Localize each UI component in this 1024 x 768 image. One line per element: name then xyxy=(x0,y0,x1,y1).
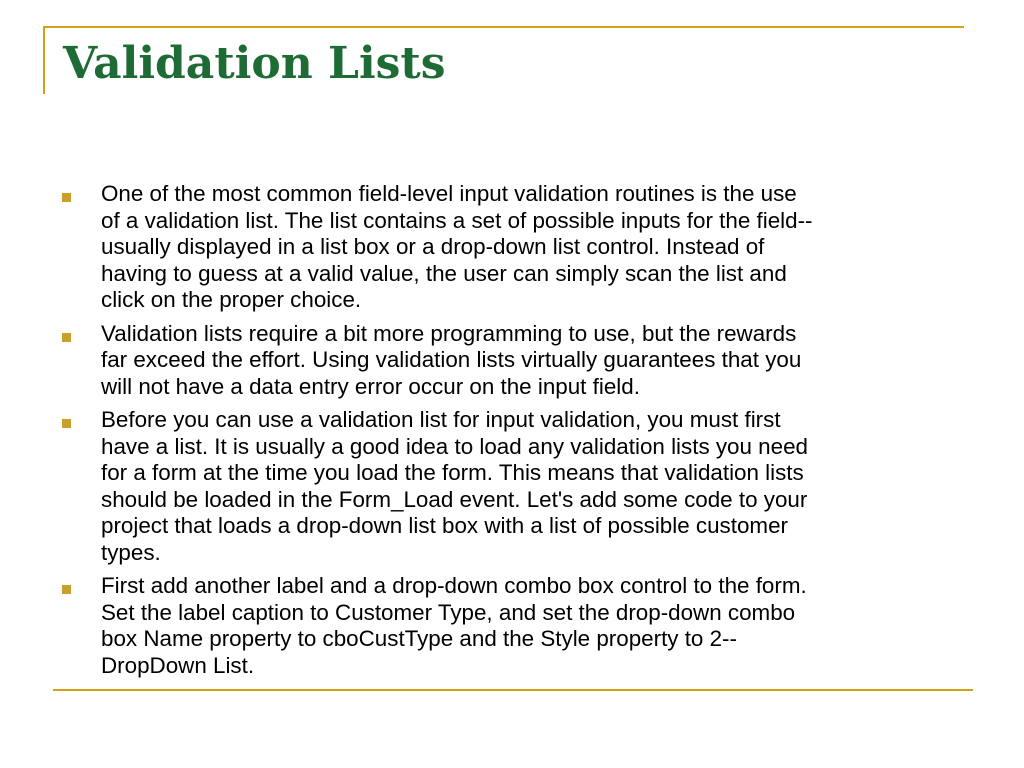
bullet-item-3 xyxy=(62,407,962,566)
bullet-item-2 xyxy=(62,321,962,401)
bullet-text: Validation lists require a bit more programming to use, but the rewards far exceed the effort. Using validation lists virtually guarantees that you will not have a data entry error occur on the input field. xyxy=(101,320,802,399)
square-bullet-icon xyxy=(62,333,71,342)
square-bullet-icon xyxy=(62,419,71,428)
bullet-text: One of the most common field-level input validation routines is the use of a validation list. The list contains a set of possible inputs for the field-- usually displayed in a list box or a drop-down list control. Instead of having to guess at a valid value, the user can simply scan the list and click on the proper choice. xyxy=(101,181,813,312)
bullet-text: Before you can use a validation list for input validation, you must first have a list. It is usually a good idea to load any validation lists you need for a form at the time you load the form. This means that validation lists should be loaded in the Form_Load event. Let's add some code to your project that loads a drop-down list box with a list of possible customer types. xyxy=(101,407,808,565)
bottom-divider xyxy=(53,689,973,691)
square-bullet-icon xyxy=(62,193,71,202)
bullet-item-1 xyxy=(62,181,962,314)
bullet-text: First add another label and a drop-down combo box control to the form. Set the label caption to Customer Type, and set the drop-down combo box Name property to cboCustType and the Style property to 2-- DropDown List. xyxy=(101,573,807,678)
bullet-list xyxy=(62,181,962,686)
square-bullet-icon xyxy=(62,585,71,594)
bullet-item-4 xyxy=(62,573,962,679)
slide-title: Validation Lists xyxy=(63,38,446,89)
